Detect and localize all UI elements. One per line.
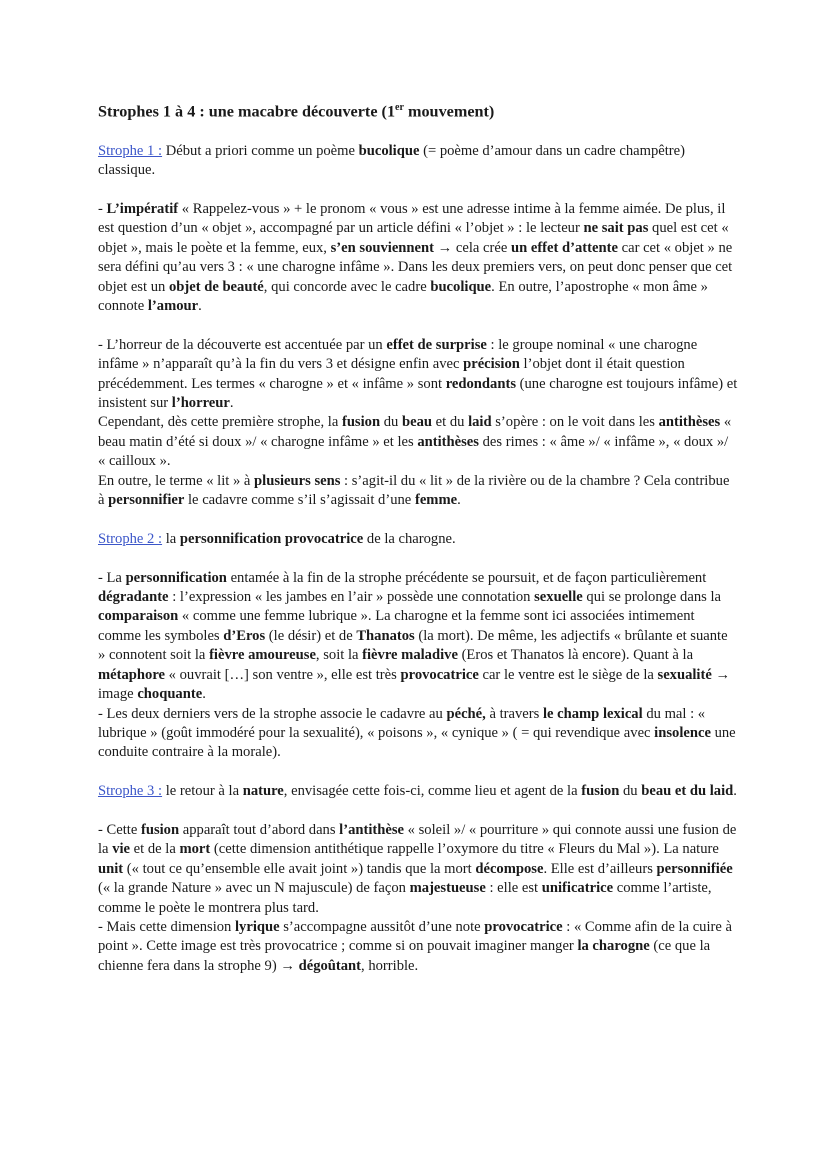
bold-term: métaphore <box>98 666 166 683</box>
text-run: . En outre, l’apostrophe « mon âme » connote <box>98 278 708 315</box>
bold-term: beau et du laid <box>641 783 734 800</box>
bold-term: redondants <box>445 375 516 392</box>
text-run: (« tout ce qu’ensemble elle avait joint ») tandis que la mort <box>123 860 476 877</box>
strophe-2-link[interactable]: Strophe 2 : <box>98 530 163 547</box>
text-run: et du <box>431 414 469 431</box>
bold-term: beau <box>401 414 432 431</box>
bold-term: lyrique <box>235 918 280 935</box>
bold-term: L’impératif <box>106 201 179 217</box>
strophe-1-paragraph-2 <box>98 336 738 414</box>
bold-term: bucolique <box>430 278 492 295</box>
strophe-2-paragraph-2 <box>98 705 738 763</box>
bold-term: majestueuse <box>409 880 486 897</box>
text-run: de la charogne. <box>363 530 456 547</box>
page-title: Strophes 1 à 4 : une macabre découverte (1er mouvement) <box>98 102 495 121</box>
text-run: , qui concorde avec le cadre <box>263 278 431 295</box>
text-run: → cela crée <box>434 239 511 256</box>
text-run: « beau matin d’été si doux »/ « charogne infâme » et les <box>98 414 732 450</box>
text-run: - Cette <box>98 821 141 838</box>
bold-term: comparaison <box>98 608 179 625</box>
text-run: , horrible. <box>361 957 419 974</box>
bold-term: le champ lexical <box>542 705 643 722</box>
bold-term: Thanatos <box>356 627 415 644</box>
strophe-1-link[interactable]: Strophe 1 : <box>98 142 163 159</box>
strophe-3-paragraph-2 <box>98 918 738 976</box>
bold-term: sexualité <box>657 666 712 683</box>
text-run: (cette dimension antithétique rappelle l’oxymore du titre « Fleurs du Mal »). La nature <box>210 841 719 858</box>
text-run: - La <box>98 569 126 586</box>
bold-term: personnifier <box>108 492 185 509</box>
strophe-1-paragraph-4 <box>98 472 738 511</box>
bold-term: fièvre amoureuse <box>209 647 316 664</box>
bold-term: insolence <box>654 724 711 741</box>
text-run: : l’expression « les jambes en l’air » possède une connotation <box>168 589 535 606</box>
bold-term: l’antithèse <box>339 821 405 838</box>
text-run: du <box>619 783 642 800</box>
bold-term: d’Eros <box>223 627 266 644</box>
strophe-1-paragraph-1 <box>98 200 738 316</box>
text-run: Cependant, dès cette première strophe, la <box>98 414 342 431</box>
text-run: s’opère : on le voit dans les <box>491 414 659 431</box>
text-run: - L’horreur de la découverte est accentuée par un <box>98 336 387 353</box>
bold-term: effet de surprise <box>386 336 487 353</box>
text-run: apparaît tout d’abord dans <box>179 821 340 838</box>
text-run: (ce que la chienne fera dans la strophe 9) → <box>98 938 711 974</box>
bold-term: provocatrice <box>400 666 479 683</box>
strophe-2-paragraph-1 <box>98 569 738 705</box>
bold-term: nature <box>242 783 284 800</box>
strophe-3-paragraph-1 <box>98 821 738 918</box>
bold-term: unit <box>98 860 124 877</box>
bold-term: fusion <box>581 783 620 800</box>
bold-term: vie <box>112 841 131 858</box>
text-run: Début a priori comme un poème <box>162 142 359 159</box>
text-run: car le ventre est le siège de la <box>478 666 658 683</box>
text-run: : le groupe nominal « une charogne infâme » n’apparaît qu’à la fin du vers 3 et désigne enfin avec <box>98 336 698 373</box>
text-run: du <box>380 414 402 431</box>
bold-term: unificatrice <box>541 880 614 897</box>
text-run: car cet « objet » ne sera défini qu’au vers 3 : « une charogne infâme ». Dans les deux premiers vers, on peut donc penser que cet objet est un <box>98 239 733 295</box>
text-run: (une charogne est toujours infâme) et insistent sur <box>98 375 738 412</box>
text-run: des rimes : « âme »/ « infâme », « doux »/ « cailloux ». <box>98 433 729 470</box>
text-run: . <box>229 395 234 412</box>
bold-term: femme <box>414 492 458 509</box>
text-run: - Mais cette dimension <box>98 918 235 935</box>
text-run: , envisagée cette fois-ci, comme lieu et agent de la <box>283 783 582 800</box>
bold-term: plusieurs sens <box>254 472 341 489</box>
bold-term: la charogne <box>577 938 650 955</box>
text-run: . <box>198 298 202 315</box>
superscript: er <box>395 102 404 113</box>
bold-term: dégoûtant <box>298 957 362 974</box>
bold-term: antithèses <box>658 414 721 431</box>
text-run: : « Comme afin de la cuire à point ». Cette image est très provocatrice ; comme si on pouvait imaginer manger <box>98 918 732 955</box>
text-run: : elle est <box>485 880 542 897</box>
bold-term: choquante <box>137 686 203 703</box>
text-run: s’accompagne aussitôt d’une note <box>279 918 485 935</box>
document-page <box>98 98 738 976</box>
bold-term: péché, <box>446 705 486 722</box>
text-run: et de la <box>130 841 180 858</box>
bold-term: provocatrice <box>484 918 563 935</box>
text-run: le retour à la <box>162 783 243 800</box>
text-run: , soit la <box>315 647 363 664</box>
text-run: « ouvrait […] son ventre », elle est très <box>165 666 401 683</box>
text-run: - Les deux derniers vers de la strophe associe le cadavre au <box>98 705 447 722</box>
bold-term: bucolique <box>358 142 420 159</box>
text-run: . <box>457 492 461 509</box>
bold-term: personnification provocatrice <box>179 530 364 547</box>
text-run: « Rappelez-vous » + le pronom « vous » est une adresse intime à la femme aimée. De plus, il est question d’un « objet », accompagné par un article défini « l’objet » : le lecteur <box>98 201 726 237</box>
bold-term: l’horreur <box>171 395 230 412</box>
strophe-1-paragraph-3 <box>98 413 738 471</box>
text-run: une conduite contraire à la morale). <box>98 724 736 761</box>
bold-term: dégradante <box>98 589 169 606</box>
text-run: à travers <box>485 705 543 722</box>
bold-term: l’amour <box>147 298 199 315</box>
text-run: l’objet dont il était question précédemment. Les termes « charogne » et « infâme » sont <box>98 356 685 392</box>
bold-term: personnifiée <box>656 860 733 877</box>
text-run: entamée à la fin de la strophe précédente se poursuit, et de façon particulièrement <box>226 569 707 586</box>
text-run: (Eros et Thanatos là encore). Quant à la <box>457 647 694 664</box>
bold-term: fusion <box>140 821 180 838</box>
bold-term: s’en souviennent <box>330 239 434 256</box>
bold-term: personnification <box>125 569 227 586</box>
text-run: : s’agit-il du « lit » de la rivière ou de la chambre ? Cela contribue à <box>98 472 730 509</box>
strophe-2-intro <box>98 530 738 549</box>
text-run: qui se prolonge dans la <box>582 589 721 606</box>
text-run: (= poème d’amour dans un cadre champêtre) classique. <box>98 142 685 179</box>
text-run: (la mort). De même, les adjectifs « brûlante et suante » connotent soit la <box>98 627 728 664</box>
bold-term: un effet d’attente <box>510 239 618 256</box>
bold-term: précision <box>463 356 520 373</box>
text-run: « soleil »/ « pourriture » qui connote aussi une fusion de la <box>98 821 737 858</box>
bold-term: ne sait pas <box>583 220 649 237</box>
text-run: → image <box>98 666 731 703</box>
text-run: . <box>733 783 737 800</box>
bold-term: objet de beauté <box>168 278 264 295</box>
bold-term: fusion <box>341 414 381 431</box>
strophe-1-intro <box>98 142 738 181</box>
text-run: la <box>162 530 180 547</box>
strophe-3-intro <box>98 782 738 801</box>
text-run: quel est cet « objet », mais le poète et la femme, eux, <box>98 220 729 256</box>
bold-term: sexuelle <box>534 589 583 606</box>
bold-term: décompose <box>475 860 544 877</box>
text-run: (le désir) et de <box>265 627 357 644</box>
bold-term: antithèses <box>417 433 479 450</box>
bold-term: mort <box>179 841 211 858</box>
text-run: comme l’artiste, comme le poète le montrera plus tard. <box>98 880 712 916</box>
text-run: - <box>98 201 107 217</box>
bold-term: laid <box>468 414 492 431</box>
bold-term: fièvre maladive <box>362 647 458 664</box>
text-run: . Elle est d’ailleurs <box>543 860 657 877</box>
text-run: . <box>202 686 206 703</box>
text-run: « comme une femme lubrique ». La charogne et la femme sont ici associées intimement comme les symboles <box>98 608 695 644</box>
text-run: (« la grande Nature » avec un N majuscule) de façon <box>98 880 410 897</box>
text-run: En outre, le terme « lit » à <box>98 472 255 489</box>
text-run: le cadavre comme s’il s’agissait d’une <box>184 492 415 509</box>
text-run: du mal : « lubrique » (goût immodéré pour la sexualité), « poisons », « cynique » ( = qui revendique avec <box>98 705 706 741</box>
strophe-3-link[interactable]: Strophe 3 : <box>98 783 163 800</box>
